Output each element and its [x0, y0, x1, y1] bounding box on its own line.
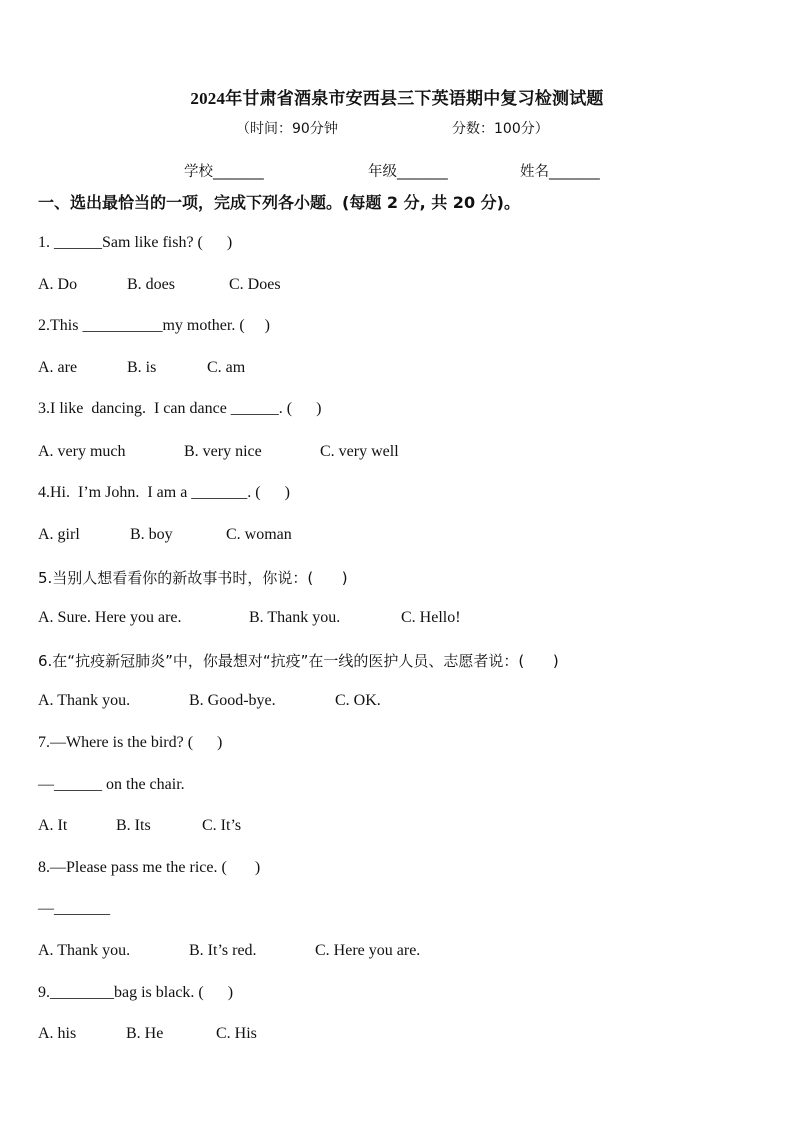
question-6-option-a[interactable]: A. Thank you. [38, 692, 131, 709]
question-4-option-b[interactable]: B. boy [130, 526, 173, 543]
question-1-option-b[interactable]: B. does [127, 276, 175, 293]
question-5-stem: 5.当别人想看看你的新故事书时，你说：( ) [38, 569, 348, 587]
question-5-option-b[interactable]: B. Thank you. [249, 609, 341, 626]
question-5-option-a[interactable]: A. Sure. Here you are. [38, 609, 182, 626]
question-8-option-a[interactable]: A. Thank you. [38, 942, 131, 959]
question-8-stem: 8.—Please pass me the rice. ( ) [38, 859, 261, 876]
question-8-option-b[interactable]: B. It’s red. [189, 942, 257, 959]
question-9-option-b[interactable]: B. He [126, 1025, 164, 1042]
school-field: 学校_______ [184, 164, 264, 180]
question-1-option-c[interactable]: C. Does [229, 276, 281, 293]
question-6-option-c[interactable]: C. OK. [335, 692, 381, 709]
question-9-option-a[interactable]: A. his [38, 1025, 77, 1042]
question-4-option-a[interactable]: A. girl [38, 526, 80, 543]
question-2-option-c[interactable]: C. am [207, 359, 246, 376]
question-5-option-c[interactable]: C. Hello! [401, 609, 461, 626]
question-8-reply: —_______ [38, 900, 110, 917]
question-8-option-c[interactable]: C. Here you are. [315, 942, 421, 959]
exam-time: （时间：90分钟 [236, 121, 338, 137]
question-2-stem: 2.This __________my mother. ( ) [38, 317, 270, 334]
question-7-stem: 7.—Where is the bird? ( ) [38, 734, 223, 751]
question-3-option-b[interactable]: B. very nice [184, 443, 262, 460]
question-2-option-b[interactable]: B. is [127, 359, 157, 376]
question-6-option-b[interactable]: B. Good-bye. [189, 692, 276, 709]
exam-title: 2024年甘肃省酒泉市安西县三下英语期中复习检测试题 [190, 89, 604, 108]
question-4-option-c[interactable]: C. woman [226, 526, 292, 543]
question-1-option-a[interactable]: A. Do [38, 276, 78, 293]
question-7-option-c[interactable]: C. It’s [202, 817, 242, 834]
question-7-option-b[interactable]: B. Its [116, 817, 151, 834]
question-6-stem: 6.在“抗疫新冠肺炎”中，你最想对“抗疫”在一线的医护人员、志愿者说：( ) [38, 652, 559, 670]
question-7-option-a[interactable]: A. It [38, 817, 68, 834]
grade-field: 年级_______ [368, 164, 448, 180]
name-field: 姓名_______ [520, 164, 600, 180]
question-3-stem: 3.I like dancing. I can dance ______. ( ) [38, 400, 322, 417]
question-7-reply: —______ on the chair. [38, 776, 185, 793]
question-2-option-a[interactable]: A. are [38, 359, 78, 376]
section-heading: 一、选出最恰当的一项，完成下列各小题。(每题 2 分, 共 20 分)。 [38, 193, 520, 212]
question-1-stem: 1. ______Sam like fish? ( ) [38, 234, 233, 251]
exam-score: 分数：100分） [452, 121, 549, 137]
question-3-option-a[interactable]: A. very much [38, 443, 126, 460]
question-3-option-c[interactable]: C. very well [320, 443, 399, 460]
question-4-stem: 4.Hi. I’m John. I am a _______. ( ) [38, 484, 290, 501]
question-9-option-c[interactable]: C. His [216, 1025, 257, 1042]
question-9-stem: 9.________bag is black. ( ) [38, 984, 234, 1001]
